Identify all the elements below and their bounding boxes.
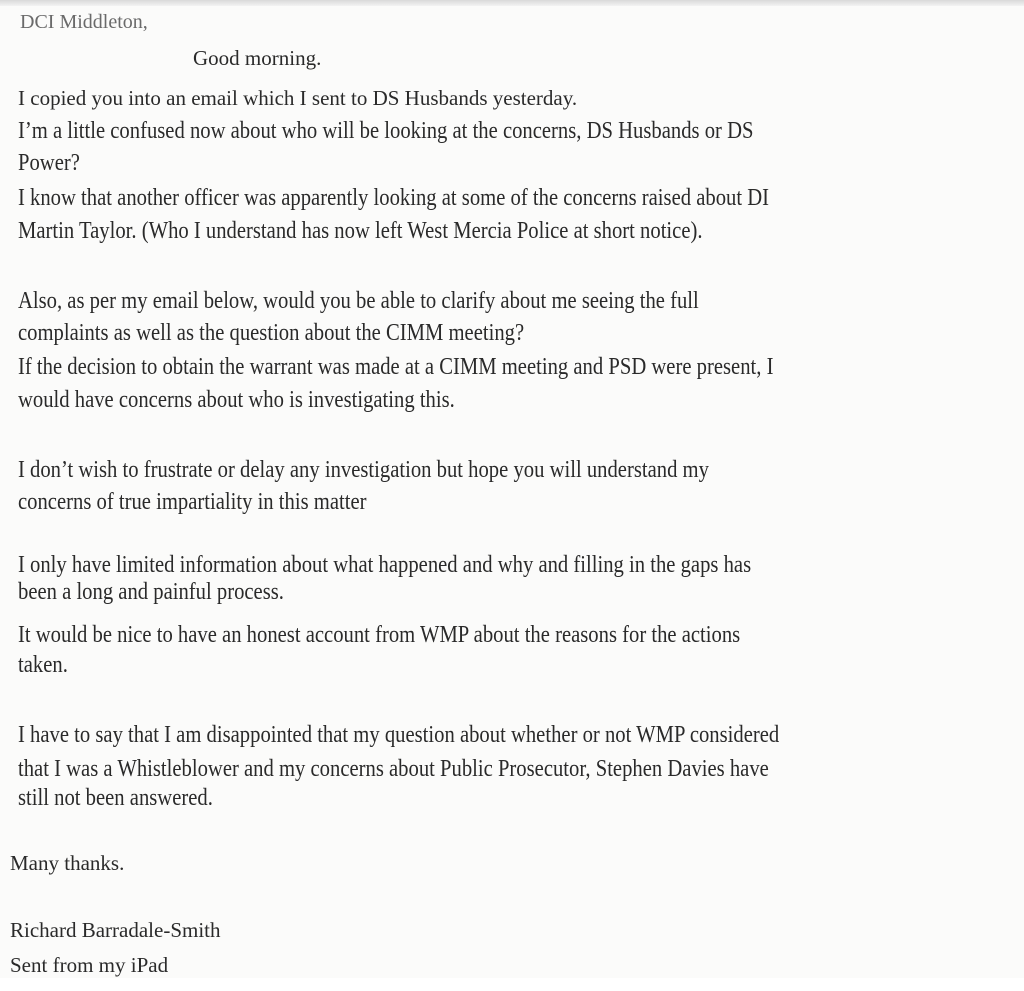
paragraph-1-line-3: Power? [18, 150, 80, 176]
paragraph-1-line-4: I know that another officer was apparently looking at some of the concerns raised about DI [18, 185, 770, 211]
paragraph-4-line-3: It would be nice to have an honest account from WMP about the reasons for the actions [18, 622, 741, 648]
paragraph-2-line-1: Also, as per my email below, would you be able to clarify about me seeing the full [18, 288, 699, 314]
paragraph-1-line-2: I’m a little confused now about who will be looking at the concerns, DS Husbands or DS [18, 118, 754, 144]
scan-bottom-margin [0, 978, 1024, 991]
paragraph-1-line-1: I copied you into an email which I sent to DS Husbands yesterday. [18, 86, 578, 110]
paragraph-4-line-1: I only have limited information about what happened and why and filling in the gaps has [18, 552, 752, 578]
salutation: DCI Middleton, [20, 11, 148, 33]
paragraph-5-line-2: that I was a Whistleblower and my concerns about Public Prosecutor, Stephen Davies have [18, 756, 769, 782]
paragraph-3-line-2: concerns of true impartiality in this matter [18, 489, 367, 515]
opening: Good morning. [193, 46, 322, 70]
paragraph-1-line-5: Martin Taylor. (Who I understand has now left West Mercia Police at short notice). [18, 218, 703, 244]
paragraph-2-line-3: If the decision to obtain the warrant was made at a CIMM meeting and PSD were present, I [18, 354, 774, 380]
paragraph-2-line-4: would have concerns about who is investigating this. [18, 387, 455, 413]
scan-edge [0, 0, 1024, 6]
signature-note: Sent from my iPad [10, 953, 169, 977]
paragraph-4-line-4: taken. [18, 652, 68, 678]
closing: Many thanks. [10, 851, 125, 875]
paragraph-4-line-2: been a long and painful process. [18, 579, 284, 605]
signature-name: Richard Barradale-Smith [10, 918, 221, 942]
paragraph-5-line-3: still not been answered. [18, 785, 213, 811]
paragraph-3-line-1: I don’t wish to frustrate or delay any investigation but hope you will understand my [18, 457, 709, 483]
paragraph-2-line-2: complaints as well as the question about the CIMM meeting? [18, 320, 525, 346]
paragraph-5-line-1: I have to say that I am disappointed that my question about whether or not WMP considered [18, 722, 780, 748]
